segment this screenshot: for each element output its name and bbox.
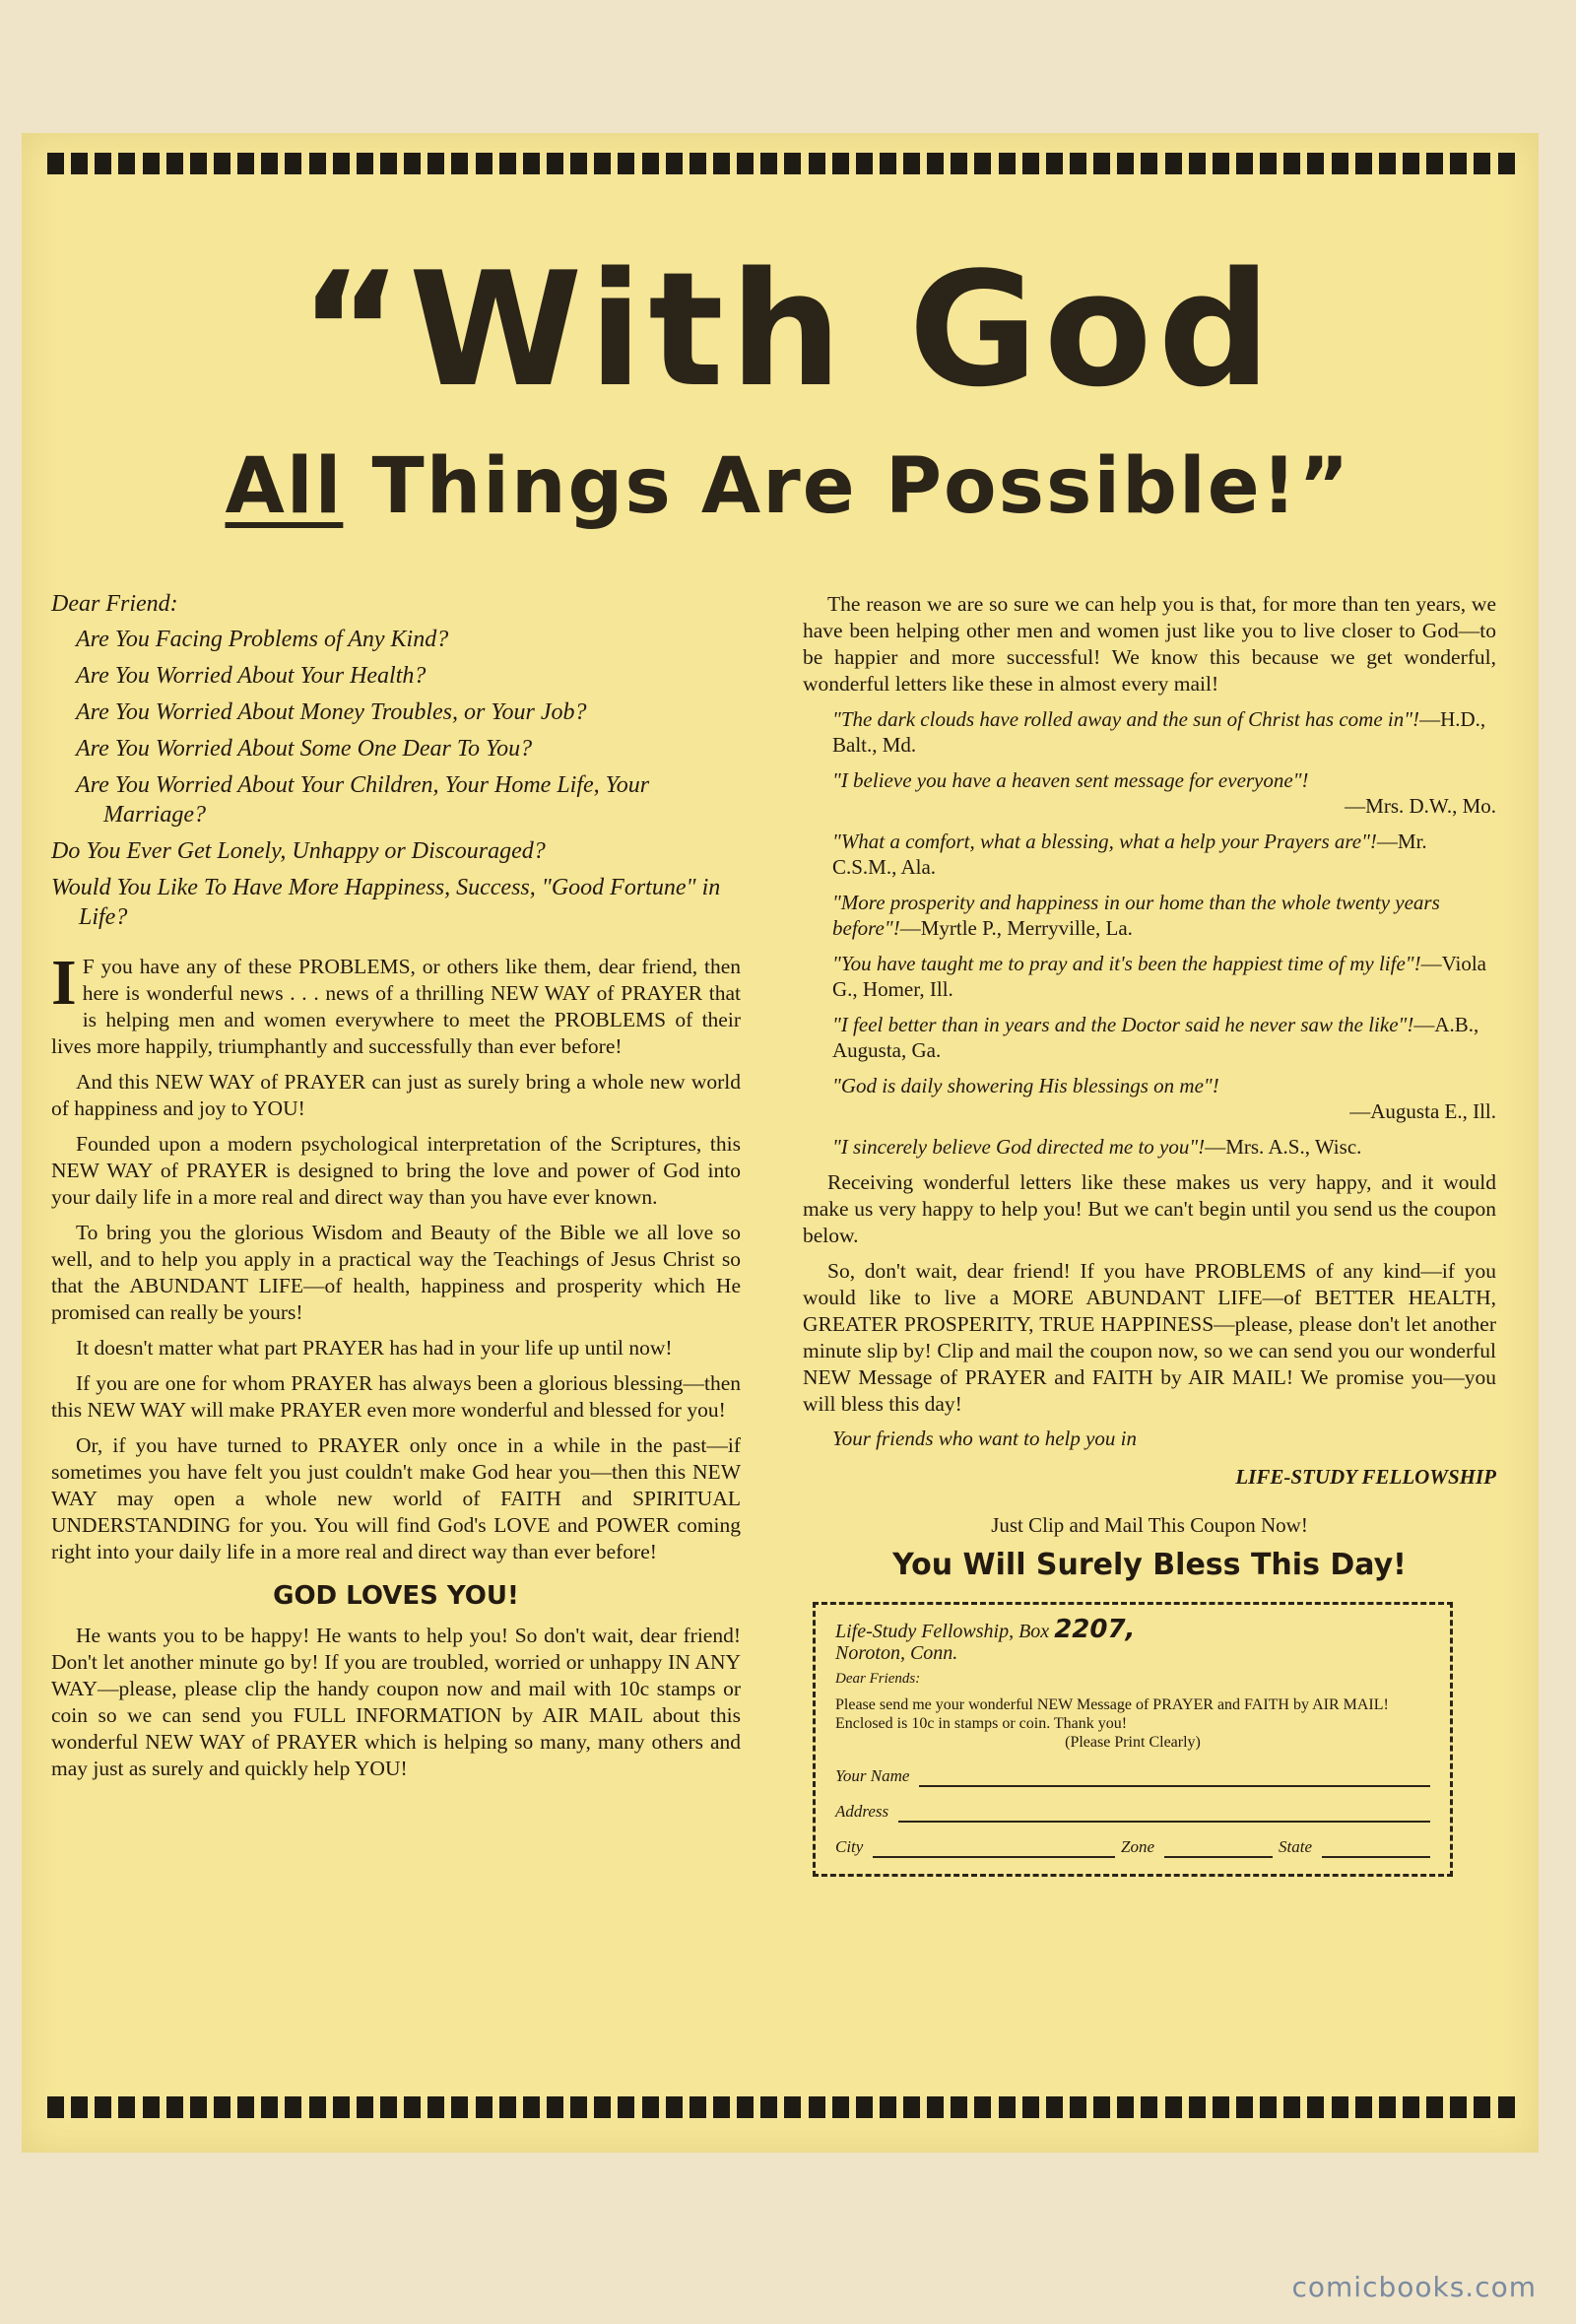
border-dash [1379,153,1396,174]
state-label: State [1279,1837,1312,1856]
left-body [51,947,741,1782]
border-dash [1141,2096,1157,2118]
testimonial: "God is daily showering His blessings on me"! —Augusta E., Ill. [832,1074,1496,1123]
border-dash [499,2096,516,2118]
border-dash [809,2096,825,2118]
border-dash [880,153,896,174]
border-dash [118,2096,135,2118]
border-dash [190,153,207,174]
border-dash [166,2096,183,2118]
body-paragraph-5: If you are one for whom PRAYER has always been a glorious blessing—then this NEW WAY will make PRAYER even more wonderful and blessed for you! [51,1371,741,1422]
border-dash [261,2096,278,2118]
border-dash [476,153,492,174]
border-dash [1307,153,1324,174]
border-dash [999,153,1016,174]
border-dash [451,153,468,174]
border-dash [594,153,611,174]
border-dash [1426,2096,1443,2118]
border-dash [570,153,587,174]
border-dash [1046,2096,1063,2118]
border-dash [71,2096,88,2118]
name-line[interactable] [919,1767,1430,1787]
border-dash [1213,153,1229,174]
border-dash [95,2096,111,2118]
border-dash [357,2096,373,2118]
coupon-address-line-1: Life-Study Fellowship, Box 2207, [835,1615,1136,1644]
right-paragraph-2: So, don't wait, dear friend! If you have PROBLEMS of any kind—if you would like to live a MORE ABUNDANT LIFE—of BETTER HEALTH, GREATER PROSPERITY, TRUE HAPPINESS—please, please don't let another minute slip by! Clip and mail the coupon now, so we can send you our wonderful NEW Message of PRAYER and FAITH by AIR MAIL! We promise you—you will bless this day! [803,1259,1496,1416]
coupon-request: Please send me your wonderful NEW Message of PRAYER and FAITH by AIR MAIL! Enclosed is 10c in stamps or coin. Thank you! [835,1696,1389,1732]
border-dash [380,153,397,174]
border-dash [190,2096,207,2118]
coupon-salutation: Dear Friends: [835,1671,921,1687]
right-paragraph-1: Receiving wonderful letters like these makes us very happy, and it would make us very happy to help you! But we can't begin until you send us the coupon below. [803,1170,1496,1247]
top-dashed-border [47,153,1515,174]
question-7: Would You Like To Have More Happiness, Success, "Good Fortune" in Life? [51,875,721,930]
border-dash [1498,153,1515,174]
border-dash [1165,153,1182,174]
border-dash [760,153,777,174]
body-paragraph-6: Or, if you have turned to PRAYER only once in a while in the past—if sometimes you have felt you just couldn't make God hear you—then this NEW WAY may open a whole new world of FAITH and SPIRITUAL UNDERSTANDING for you. You will find God's LOVE and POWER coming right into your daily life in a more real and direct way than ever before! [51,1433,741,1563]
border-dash [404,2096,421,2118]
watermark: comicbooks.com [1291,2271,1537,2303]
border-dash [547,2096,563,2118]
border-dash [118,153,135,174]
border-dash [1450,153,1467,174]
border-dash [642,153,659,174]
border-dash [143,153,160,174]
question-6: Do You Ever Get Lonely, Unhappy or Discouraged? [51,838,546,864]
border-dash [1307,2096,1324,2118]
border-dash [451,2096,468,2118]
testimonial: "You have taught me to pray and it's been the happiest time of my life"!—Viola G., Homer, Ill. [832,952,1487,1001]
border-dash [1165,2096,1182,2118]
border-dash [547,153,563,174]
border-dash [570,2096,587,2118]
border-dash [927,2096,944,2118]
border-dash [166,153,183,174]
address-label: Address [835,1802,889,1821]
headline-underlined-word: All [225,442,344,531]
city-label: City [835,1837,864,1856]
intro-text: F you have any of these PROBLEMS, or others like them, dear friend, then here is wonderful news . . . news of a thrilling NEW WAY of PRAYER that is helping men and women everywhere to meet the PROBLEMS of their lives more happily, triumphantly and successfully than ever before! [51,955,741,1058]
border-dash [1332,2096,1348,2118]
intro-paragraph [51,947,741,1060]
body-paragraph-4: It doesn't matter what part PRAYER has had in your life up until now! [76,1336,673,1360]
zone-label: Zone [1121,1837,1154,1856]
salutation: Dear Friend: [51,591,178,617]
border-dash [47,153,64,174]
border-dash [333,153,350,174]
border-dash [1355,153,1372,174]
right-column [803,591,1496,1877]
border-dash [832,153,849,174]
border-dash [666,2096,683,2118]
closing-paragraph: He wants you to be happy! He wants to help you! So don't wait, dear friend! Don't let another minute go by! If you are troubled, worried or unhappy IN ANY WAY—please, please clip the handy coupon now and mail with 10c stamps or coin so we can send you FULL INFORMATION by AIR MAIL about this wonderful NEW WAY of PRAYER which is helping so many, many others and may just as surely and quickly help YOU! [51,1624,741,1780]
border-dash [713,153,730,174]
border-dash [713,2096,730,2118]
border-dash [380,2096,397,2118]
border-dash [974,2096,991,2118]
border-dash [1260,2096,1277,2118]
headline-line-2-rest: Things Are Possible!” [343,442,1351,531]
body-paragraph-3: To bring you the glorious Wisdom and Beauty of the Bible we all love so well, and to help you apply in a practical way the Teachings of Jesus Christ so that the ABUNDANT LIFE—of health, happiness and prosperity which He promised can really be yours! [51,1221,741,1324]
border-dash [1189,2096,1206,2118]
border-dash [856,153,873,174]
border-dash [427,153,444,174]
testimonial: "I believe you have a heaven sent message for everyone"! —Mrs. D.W., Mo. [832,768,1496,818]
signoff-line: Your friends who want to help you in [832,1427,1138,1450]
border-dash [951,2096,967,2118]
border-dash [404,153,421,174]
border-dash [1474,2096,1490,2118]
clip-instruction: Just Clip and Mail This Coupon Now! [991,1513,1308,1537]
question-2: Are You Worried About Your Health? [76,663,427,689]
border-dash [1283,153,1300,174]
border-dash [237,2096,254,2118]
border-dash [1046,153,1063,174]
border-dash [1236,153,1253,174]
drop-cap: I [51,947,77,1019]
testimonial: "I sincerely believe God directed me to you"!—Mrs. A.S., Wisc. [832,1135,1362,1159]
border-dash [214,153,230,174]
zone-line[interactable] [1164,1838,1273,1858]
question-5: Are You Worried About Your Children, Your Home Life, Your Marriage? [76,772,650,828]
headline-line-1: “With God [298,237,1278,422]
border-dash [618,2096,634,2118]
border-dash [309,2096,326,2118]
border-dash [1213,2096,1229,2118]
testimonial: "More prosperity and happiness in our home than the whole twenty years before"!—Myrtle P., Merryville, La. [832,891,1440,940]
border-dash [285,2096,301,2118]
border-dash [784,2096,801,2118]
coupon-name-field[interactable] [835,1765,1430,1787]
border-dash [427,2096,444,2118]
signoff-organization: LIFE-STUDY FELLOWSHIP [1235,1465,1496,1489]
state-line[interactable] [1322,1838,1430,1858]
border-dash [784,153,801,174]
border-dash [951,153,967,174]
border-dash [737,2096,754,2118]
left-column [51,589,741,1791]
border-dash [856,2096,873,2118]
border-dash [832,2096,849,2118]
border-dash [880,2096,896,2118]
coupon-city-zone-state[interactable] [835,1836,1430,1858]
name-label: Your Name [835,1766,910,1785]
border-dash [666,153,683,174]
subhead-god-loves-you: GOD LOVES YOU! [273,1581,519,1611]
border-dash [1093,153,1110,174]
border-dash [760,2096,777,2118]
border-dash [974,153,991,174]
border-dash [1093,2096,1110,2118]
border-dash [1022,153,1039,174]
border-dash [95,153,111,174]
question-4: Are You Worried About Some One Dear To You? [76,736,533,762]
border-dash [357,153,373,174]
border-dash [1332,153,1348,174]
border-dash [1355,2096,1372,2118]
border-dash [642,2096,659,2118]
border-dash [903,153,920,174]
testimonial: "I feel better than in years and the Doctor said he never saw the like"!—A.B., Augusta, Ga. [832,1013,1479,1062]
border-dash [1403,153,1419,174]
border-dash [1498,2096,1515,2118]
coupon-address-field[interactable] [835,1801,1430,1823]
coupon-address-line-2: Noroton, Conn. [835,1642,958,1664]
border-dash [1117,2096,1134,2118]
headline-line-2 [0,442,1576,531]
city-line[interactable] [873,1838,1115,1858]
border-dash [690,2096,706,2118]
border-dash [927,153,944,174]
border-dash [1379,2096,1396,2118]
right-opening: The reason we are so sure we can help you is that, for more than ten years, we have been helping other men and women just like you to live closer to God—to be happier and more successful! We know this because we get wonderful, wonderful letters like these in almost every mail! [803,592,1496,696]
border-dash [1474,153,1490,174]
bless-headline: You Will Surely Bless This Day! [892,1548,1407,1582]
border-dash [476,2096,492,2118]
border-dash [47,2096,64,2118]
border-dash [1283,2096,1300,2118]
bottom-dashed-border [47,2096,1515,2118]
border-dash [903,2096,920,2118]
border-dash [261,153,278,174]
border-dash [1022,2096,1039,2118]
border-dash [523,2096,540,2118]
border-dash [1403,2096,1419,2118]
testimonial: "The dark clouds have rolled away and the sun of Christ has come in"!—H.D., Balt., Md. [832,707,1486,757]
border-dash [1070,153,1086,174]
body-paragraph-1: And this NEW WAY of PRAYER can just as surely bring a whole new world of happiness and joy to YOU! [51,1070,741,1120]
border-dash [1141,153,1157,174]
testimonial: "What a comfort, what a blessing, what a help your Prayers are"!—Mr. C.S.M., Ala. [832,830,1427,879]
border-dash [285,153,301,174]
border-dash [809,153,825,174]
border-dash [333,2096,350,2118]
border-dash [594,2096,611,2118]
border-dash [1070,2096,1086,2118]
border-dash [1117,153,1134,174]
border-dash [309,153,326,174]
question-1: Are You Facing Problems of Any Kind? [76,627,449,652]
border-dash [1426,153,1443,174]
coupon-box-number: 2207, [1054,1615,1136,1644]
border-dash [1236,2096,1253,2118]
question-3: Are You Worried About Money Troubles, or Your Job? [76,699,587,725]
border-dash [499,153,516,174]
border-dash [999,2096,1016,2118]
border-dash [1260,153,1277,174]
border-dash [1450,2096,1467,2118]
border-dash [690,153,706,174]
border-dash [1189,153,1206,174]
body-paragraph-2: Founded upon a modern psychological interpretation of the Scriptures, this NEW WAY of PRAYER is designed to bring the love and power of God into your daily life in a more real and direct way than you have ever known. [51,1132,741,1209]
mail-coupon[interactable] [813,1602,1453,1877]
border-dash [214,2096,230,2118]
border-dash [143,2096,160,2118]
border-dash [523,153,540,174]
border-dash [71,153,88,174]
border-dash [237,153,254,174]
border-dash [618,153,634,174]
border-dash [737,153,754,174]
coupon-print-note: (Please Print Clearly) [1065,1734,1201,1751]
address-line[interactable] [898,1803,1430,1823]
